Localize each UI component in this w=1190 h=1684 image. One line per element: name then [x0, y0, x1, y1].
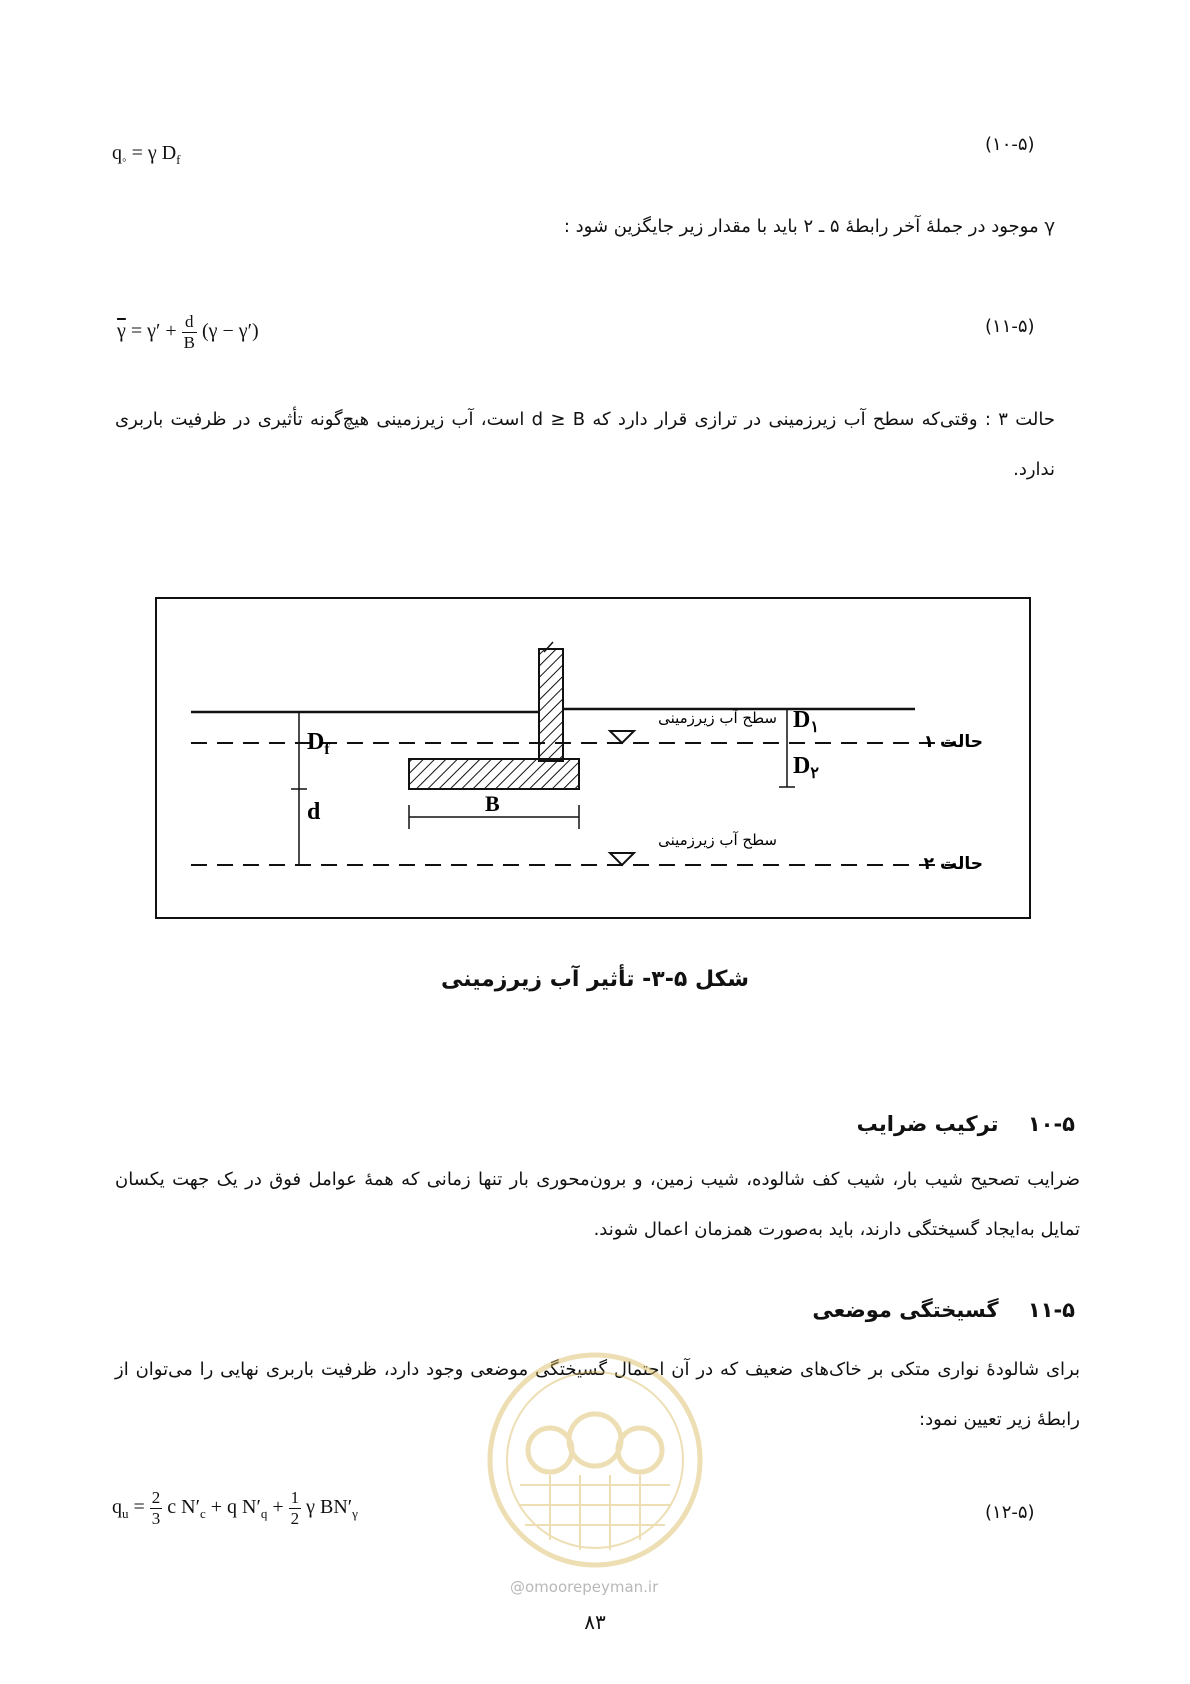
label-Df: $D_f$: [307, 729, 330, 758]
figure-groundwater: [155, 597, 1031, 919]
eq11-tail: (γ − γ′): [201, 320, 259, 343]
eq11-gamma-bar: $\overline{\gamma}$: [117, 320, 126, 343]
eq10-lhs-sub: ◦: [122, 152, 127, 167]
paragraph-gamma: γ موجود در جملهٔ آخر رابطهٔ ۵ ـ ۲ باید با مقدار زیر جایگزین شود :: [563, 216, 1055, 237]
label-water-1: سطح آب زیرزمینی: [658, 709, 777, 727]
figure-frame: [156, 598, 1030, 918]
section-11-number: ۱۱-۵: [1027, 1298, 1075, 1322]
label-D1: $D_۱$: [793, 707, 819, 736]
equation-12-5: $q_u$ = $\frac{2}{3}$ c $N'_c + q$ $N'_q$ + $\frac{1}{2}$ γ $BN'_\gamma$: [112, 1488, 358, 1528]
watermark-logo: [480, 1345, 710, 1575]
eq11-number: (۱۱-۵): [985, 316, 1035, 337]
eq11-frac-den: B: [183, 333, 195, 352]
eq12-fraction-2: [289, 1488, 302, 1529]
eq12-term-1-sub: c: [199, 1506, 206, 1522]
section-10-heading: [857, 1112, 1075, 1136]
page-number: ۸۳: [584, 1610, 606, 1634]
section-10-number: ۱۰-۵: [1027, 1112, 1075, 1136]
footing-column: [539, 649, 563, 761]
eq12-number: (۱۲-۵): [985, 1502, 1035, 1523]
label-case-2: حالت ۲: [923, 854, 983, 874]
label-water-2: سطح آب زیرزمینی: [658, 831, 777, 849]
paragraph-case-3: حالت ۳ : وقتی‌که سطح آب زیرزمینی در ترازی قرار دارد که d ≥ B است، آب زیرزمینی هیچ‌گونه تأثیری در ظرفیت باربری ندارد.: [115, 409, 1055, 480]
figure-caption: شکل ۵-۳- تأثیر آب زیرزمینی: [440, 967, 750, 992]
eq10-number: (۱۰-۵): [985, 134, 1035, 155]
eq10-lhs: q: [112, 142, 122, 164]
seal-icon: [480, 1345, 710, 1575]
equation-11-5: [117, 312, 259, 353]
water-symbol-1: [610, 731, 634, 743]
eq11-fraction: [182, 312, 197, 353]
eq11-mid: = γ′ +: [130, 320, 177, 343]
eq10-rhs-sub: f: [176, 152, 181, 167]
label-d: d: [307, 799, 321, 825]
section-11-body: برای شالودهٔ نواری متکی بر خاک‌های ضعیف که در آن احتمال گسیختگی موضعی وجود دارد، ظرفیت باربری نهایی را می‌توان از رابطهٔ زیر تعیین نمود:: [115, 1359, 1080, 1430]
label-B: B: [485, 791, 500, 816]
equation-10-5: [112, 142, 181, 168]
water-symbol-2: [610, 853, 634, 865]
section-10-title: ترکیب ضرایب: [856, 1112, 999, 1136]
eq12-lhs: q: [112, 1496, 122, 1519]
eq12-term-3: γ BN′: [306, 1496, 353, 1519]
eq12-lhs-sub: u: [122, 1506, 129, 1522]
eq12-f2-den: 2: [290, 1509, 300, 1528]
label-case-1: حالت ۱: [923, 732, 983, 752]
eq12-term-2-sub: q: [260, 1506, 268, 1522]
eq12-f1-den: 3: [151, 1509, 161, 1528]
eq12-fraction-1: [150, 1488, 163, 1529]
figure-svg: [155, 597, 1031, 919]
eq12-f2-num: 1: [290, 1488, 300, 1507]
eq12-f1-num: 2: [151, 1488, 161, 1507]
eq11-frac-num: d: [182, 312, 197, 333]
section-11-title: گسیختگی موضعی: [812, 1298, 999, 1322]
watermark-text: @omoorepeyman.ir: [510, 1578, 659, 1596]
eq12-term-3-sub: γ: [352, 1506, 358, 1522]
eq12-term-2: + q N′: [210, 1496, 261, 1519]
section-11-heading: [812, 1298, 1075, 1322]
eq12-term-1: c N′: [167, 1496, 200, 1519]
eq10-rhs: = γ D: [131, 142, 177, 164]
footing-slab: [409, 759, 579, 789]
label-D2: $D_۲$: [793, 753, 819, 782]
section-10-body: ضرایب تصحیح شیب بار، شیب کف شالوده، شیب زمین، و برون‌محوری بار تنها زمانی که همهٔ عوامل فوق در یک جهت یکسان تمایل به‌ایجاد گسیختگی دارند، باید به‌صورت همزمان اعمال شوند.: [115, 1169, 1080, 1240]
